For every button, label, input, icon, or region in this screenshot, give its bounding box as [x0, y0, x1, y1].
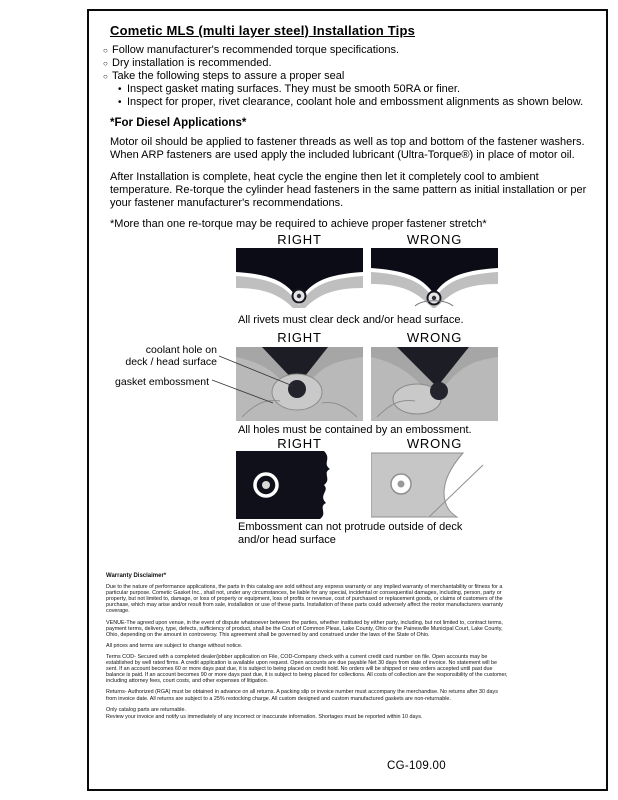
diagram-holes-right-image: [236, 347, 363, 421]
diesel-section: [110, 117, 588, 239]
circle-bullet-icon: ○: [103, 59, 108, 68]
coolant-hole-label: coolant hole on: [145, 344, 217, 356]
diesel-paragraph: Motor oil should be applied to fastener threads as well as top and bottom of the fastener washers. When ARP fasteners are used apply the included lubricant (Ultra-Torque®) in place of motor oil.: [110, 136, 585, 162]
hole-embossment-wrong-icon: [371, 347, 498, 421]
warranty-heading: Warranty Disclaimer*: [106, 573, 167, 579]
warranty-paragraph: Terms COD- Secured with a completed dealer/jobber application on File, COD-Company check with a current credit card number on file. Open accounts may be established by well rated firms. A credit application is available upon request. Open accounts are due payable Net 30 days from date of invoice. No statement will be sent. If an account becomes 60 or more days past due, it is subject to being placed on credit hold. No orders will be shipped or new orders accepted until past due balance is paid. If an account becomes 90 or more days past due, it is subject to being placed for collections. All costs of collection are the responsibility of the customer, including attorney fees, court costs, and other expenses of litigation.: [106, 653, 508, 685]
diesel-paragraph: After Installation is complete, heat cycle the engine then let it completely cool to ambient temperature. Re-torque the cylinder head fasteners in the same pattern as initial installation or per your fastener manufacturer's recommendations.: [110, 170, 587, 210]
embossment-caption: [238, 521, 462, 546]
warranty-paragraph: Returns- Authorized (RGA) must be obtained in advance on all returns. A packing slip or invoice number must accompany the merchandise. No returns after 30 days from invoice date. All returns are subject to a 25% restocking charge. All custom designed and custom manufactured gaskets are non-returnable.: [106, 689, 498, 702]
circle-bullet-icon: ○: [103, 46, 108, 55]
tip-sub-item: [118, 96, 583, 109]
holes-caption: All holes must be contained by an embossment.: [238, 424, 472, 436]
diagram-holes-wrong-image: [371, 347, 498, 421]
tip-text: Follow manufacturer's recommended torque specifications.: [112, 44, 400, 56]
warranty-paragraph: VENUE-The agreed upon venue, in the event of dispute whatsoever between the parties, whether instituted by either party, including, but not limited to, contract terms, payment terms, delivery, type, defects, sufficiency of product, shall be the Court of Common Pleas, Lake County, Ohio or the Painesville Municipal Court, Lake County, Ohio, depending on the amount in controversy. This agreement shall be governed by and construed under the laws of the State of Ohio.: [106, 619, 503, 638]
wrong-label: WRONG: [406, 330, 463, 345]
tip-text: Inspect gasket mating surfaces. They must be smooth 50RA or finer.: [127, 83, 461, 95]
dot-bullet-icon: •: [118, 84, 122, 95]
embossment-caption-line: and/or head surface: [238, 533, 336, 546]
gasket-embossment-label: gasket embossment: [115, 376, 209, 388]
page-code: CG-109.00: [387, 760, 446, 772]
hole-embossment-right-icon: [236, 347, 363, 421]
page-title: Cometic MLS (multi layer steel) Installation Tips: [110, 23, 416, 38]
warranty-paragraph: Review your invoice and notify us immediately of any incorrect or inaccurate information. Shortages must be reported within 10 days.: [106, 713, 423, 720]
rivet-clearance-wrong-icon: [371, 248, 498, 308]
coolant-hole-label: deck / head surface: [125, 356, 217, 368]
circle-bullet-icon: ○: [103, 72, 108, 81]
tip-item: [103, 44, 583, 57]
tip-text: Dry installation is recommended.: [112, 57, 272, 69]
wrong-label: WRONG: [406, 232, 463, 247]
warranty-paragraph: All prices and terms are subject to change without notice.: [106, 642, 243, 649]
diagram-section: [89, 229, 608, 554]
tip-text: Inspect for proper, rivet clearance, coolant hole and embossment alignments as shown below.: [127, 96, 584, 108]
tip-item: [103, 57, 583, 70]
right-label: RIGHT: [277, 330, 322, 345]
embossment-protrusion-wrong-icon: [371, 451, 498, 519]
diagram-embossment-wrong-image: [371, 451, 498, 519]
right-label: RIGHT: [277, 232, 322, 247]
dot-bullet-icon: •: [118, 97, 122, 108]
right-label: RIGHT: [277, 436, 322, 451]
warranty-disclaimer: [106, 573, 508, 725]
warranty-paragraph: Only catalog parts are returnable.: [106, 706, 187, 713]
tip-sub-item: [118, 83, 583, 96]
warranty-paragraph: Due to the nature of performance applications, the parts in this catalog are sold without any express warranty or any implied warranty of merchantability or fitness for a particular purpose. Cometic Gasket Inc., shall not, under any circumstances, be liable for any special, incidental or consequential damages, including, person, party or property, but not limited to, damage, or loss of property or equipment, loss of profits or revenue, cost of purchased or replacement goods, or claims of customers of the purchase, which may arise and/or result from sale, installation or use of these parts. Installation of these parts could adversely affect the motor manufacturers warranty coverage.: [106, 584, 503, 615]
tip-text: Take the following steps to assure a proper seal: [112, 70, 345, 82]
rivet-caption: All rivets must clear deck and/or head surface.: [238, 314, 464, 326]
tips-list: [103, 44, 583, 109]
diagram-rivet-wrong-image: [371, 248, 498, 308]
embossment-protrusion-right-icon: [236, 451, 363, 519]
wrong-label: WRONG: [406, 436, 463, 451]
tip-item: [103, 70, 583, 83]
diagram-rivet-right-image: [236, 248, 363, 308]
diesel-heading: *For Diesel Applications*: [110, 117, 247, 129]
embossment-caption-line: Embossment can not protrude outside of deck: [238, 521, 463, 533]
page-frame: [87, 9, 608, 791]
retorque-note: *More than one re-torque may be required to achieve proper fastener stretch*: [110, 218, 487, 231]
diagram-embossment-right-image: [236, 451, 363, 519]
rivet-clearance-right-icon: [236, 248, 363, 308]
